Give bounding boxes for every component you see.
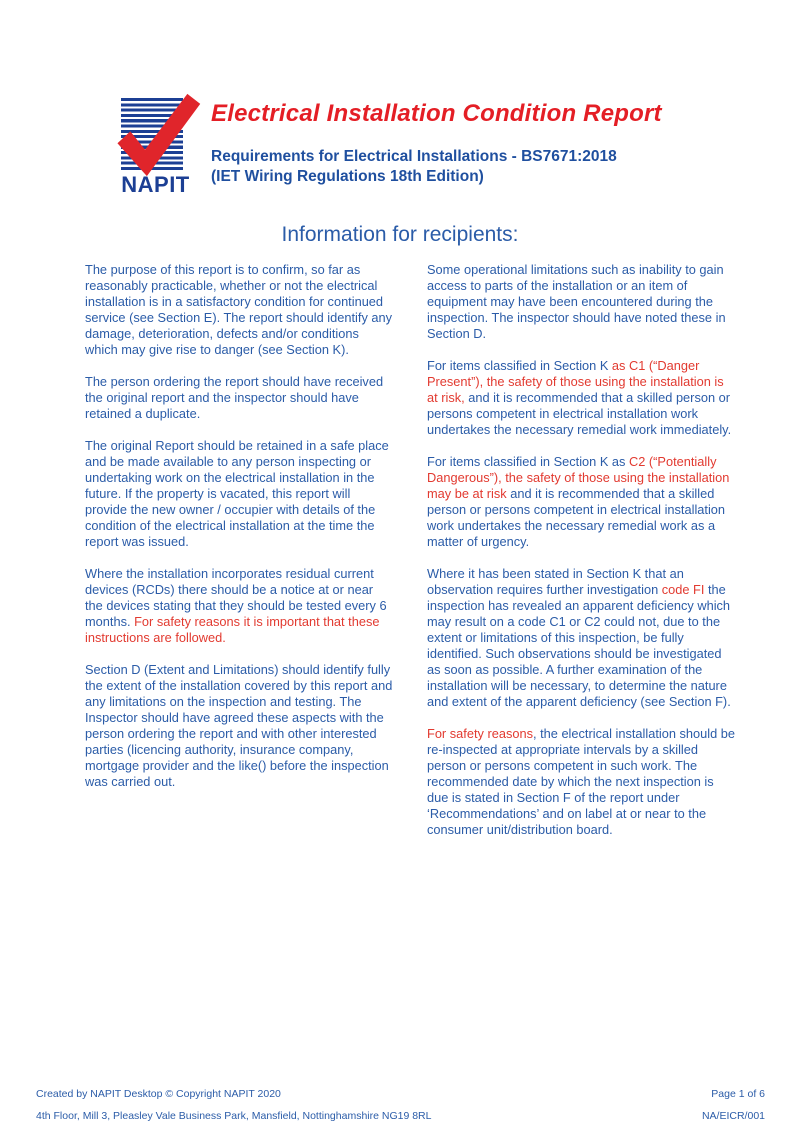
footer-page-number: Page 1 of 6 [711,1088,765,1100]
paragraph [85,262,393,358]
paragraph [427,566,735,710]
napit-logo-text: NAPIT [121,172,190,197]
paragraph [85,438,393,550]
body-text: the inspection has revealed an apparent deficiency which may result on a code C1 or C2 could not, due to the extent or limitations of this inspection, be fully identified. Such observations should be investigated as soon as possible. A further examination of the installation will be necessary, to determine the nature and extent of the apparent deficiency (see Section F). [427,582,731,709]
body-text: and it is recommended that a skilled person or persons competent in electrical installation work undertakes the necessary remedial work immediately. [427,390,732,437]
report-subtitle [211,147,662,187]
body-text: The original Report should be retained in a safe place and be made available to any person inspecting or undertaking work on the electrical installation in the future. If the property is vacated, this report will provide the new owner / occupier with details of the condition of the electrical installation at the time the report was issued. [85,438,389,549]
report-header [113,96,662,196]
section-heading: Information for recipients: [281,223,519,246]
body-text: The person ordering the report should have received the original report and the inspector should have retained a duplicate. [85,374,384,421]
title-block [211,96,662,187]
paragraph [85,662,393,790]
body-text: For items classified in Section K [427,358,612,373]
body-text: For items classified in Section K as [427,454,629,469]
footer-row-1 [36,1088,765,1100]
paragraph [85,374,393,422]
paragraph [85,566,393,646]
subtitle-line-1: Requirements for Electrical Installations - BS7671:2018 [211,148,617,165]
footer-reference: NA/EICR/001 [701,1110,765,1122]
subtitle-line-2: (IET Wiring Regulations 18th Edition) [211,168,484,186]
checkmark-icon [111,92,203,178]
body-text: Where the installation incorporates residual current devices (RCDs) there should be a notice at or near the devices stating that they should be tested every 6 months. [85,566,387,629]
alert-text: C2 (“Potentially Dangerous”), the safety of those using the installation may be at risk [427,454,730,501]
body-text: Where it has been stated in Section K that an observation requires further investigation [427,566,684,597]
body-text: , the electrical installation should be re-inspected at appropriate intervals by a skilled person or persons competent in such work. The recommended date by which the next inspection is due is stated in Section F of the report under ‘Recommendations’ and on label at or near to the consumer unit/distribution board. [427,726,736,837]
body-text: The purpose of this report is to confirm, so far as reasonably practicable, whether or not the electrical installation is in a satisfactory condition for continued service (see Section E). The report should identify any damage, deterioration, defects and/or conditions which may give rise to danger (see Section K). [85,262,393,357]
alert-text: code FI [661,582,705,597]
body-text: Section D (Extent and Limitations) should identify fully the extent of the installation covered by this report and any limitations on the inspection and testing. The Inspector should have agreed these aspects with the person ordering the report and with other interested parties (licencing authority, insurance company, mortgage provider and the like() before the inspection was carried out. [85,662,393,789]
page-footer [36,1088,765,1128]
footer-row-2 [36,1110,765,1122]
body-text: Some operational limitations such as inability to gain access to parts of the installation or an item of equipment may have been encountered during the inspection. The inspector should have noted these in Section D. [427,262,726,341]
alert-text: as C1 (“Danger Present”), the safety of those using the installation is at risk, [427,358,724,405]
napit-logo [113,96,198,196]
paragraph [427,726,735,838]
paragraph [427,358,735,438]
right-column [427,262,735,854]
footer-created-by: Created by NAPIT Desktop © Copyright NAPIT 2020 [36,1088,281,1100]
alert-text: For safety reasons it is important that these instructions are followed. [85,614,380,645]
body-text: and it is recommended that a skilled person or persons competent in electrical installation work undertakes the necessary remedial work as a matter of urgency. [427,486,726,549]
footer-address: 4th Floor, Mill 3, Pleasley Vale Business Park, Mansfield, Nottinghamshire NG19 8RL [36,1110,432,1122]
left-column [85,262,393,854]
information-columns [85,262,735,854]
paragraph [427,454,735,550]
alert-text: For safety reasons [427,726,533,741]
paragraph [427,262,735,342]
page-title: Electrical Installation Condition Report [211,100,662,127]
